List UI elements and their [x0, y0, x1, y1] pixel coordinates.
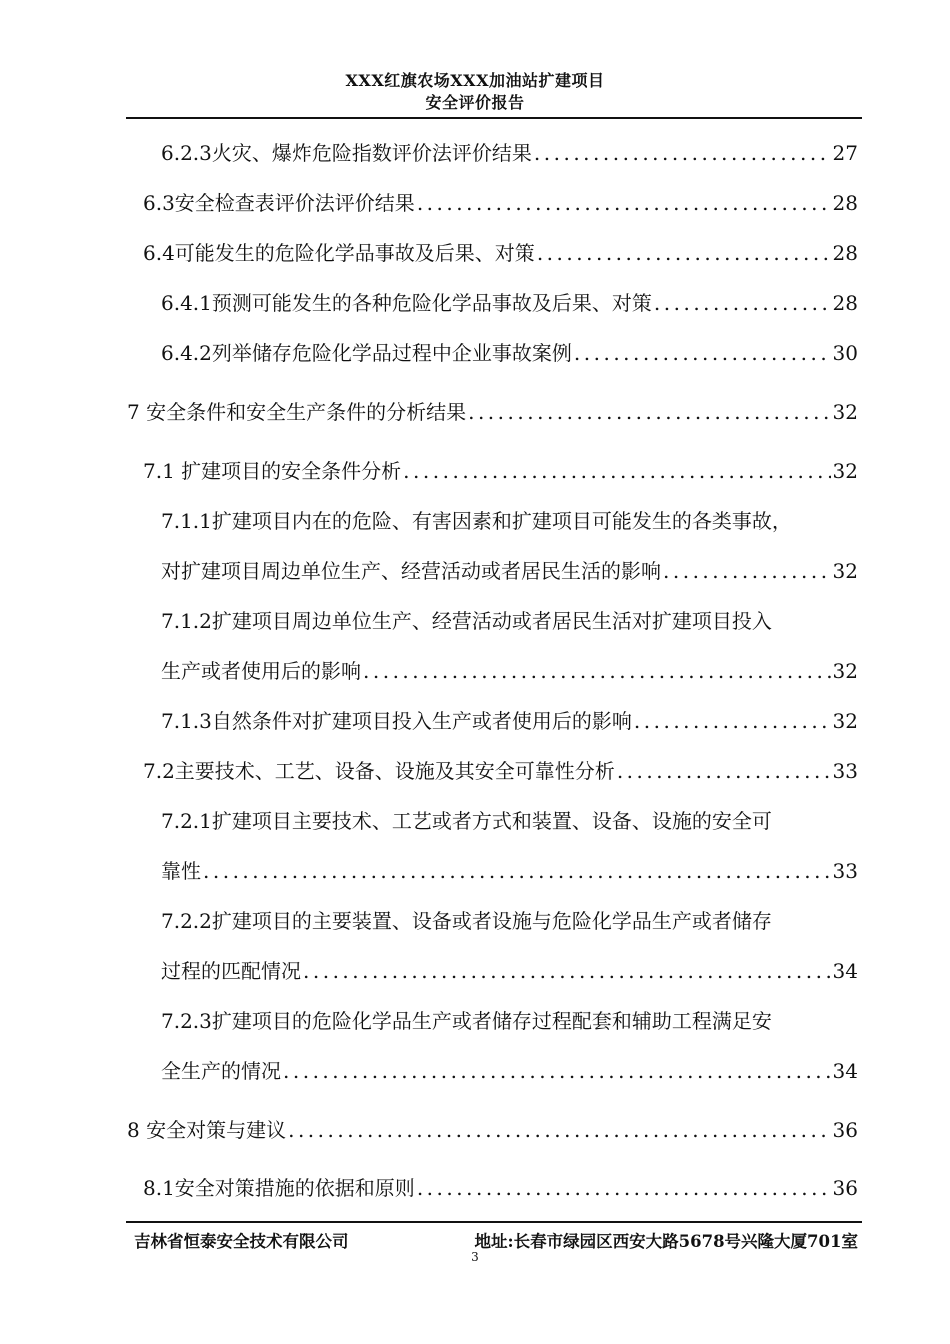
- footer-address: 地址:长春市绿园区西安大路5678号兴隆大厦701室: [474, 1232, 858, 1251]
- page-header: [0, 70, 950, 114]
- toc-entry[interactable]: 6.4.2列举储存危险化学品过程中企业事故案例 ..... 30: [161, 337, 858, 366]
- page-footer: [134, 1228, 858, 1252]
- toc-entry[interactable]: 8.1安全对策措施的依据和原则 ..... 36: [143, 1172, 858, 1201]
- header-divider: [126, 117, 862, 119]
- footer-company: 吉林省恒泰安全技术有限公司: [134, 1232, 349, 1251]
- toc-entry[interactable]: 全生产的情况 ..... 34: [161, 1055, 858, 1084]
- toc-entry[interactable]: 对扩建项目周边单位生产、经营活动或者居民生活的影响 ..... 32: [161, 555, 858, 584]
- toc-entry-line1[interactable]: 7.1.2扩建项目周边单位生产、经营活动或者居民生活对扩建项目投入: [161, 609, 772, 633]
- toc-entry[interactable]: 过程的匹配情况 ..... 34: [161, 955, 858, 984]
- toc-entry[interactable]: 7 安全条件和安全生产条件的分析结果 ..... 32: [127, 396, 858, 425]
- toc-entry[interactable]: 7.1.3自然条件对扩建项目投入生产或者使用后的影响 ..... 32: [161, 705, 858, 734]
- toc-entry-line1[interactable]: 7.2.2扩建项目的主要装置、设备或者设施与危险化学品生产或者储存: [161, 909, 772, 933]
- toc-entry[interactable]: 6.3安全检查表评价法评价结果 ..... 28: [143, 187, 858, 216]
- footer-divider: [126, 1221, 862, 1223]
- toc-entry[interactable]: 靠性 ..... 33: [161, 855, 858, 884]
- toc-entry[interactable]: 6.4.1预测可能发生的各种危险化学品事故及后果、对策 ..... 28: [161, 287, 858, 316]
- toc-entry[interactable]: 6.4可能发生的危险化学品事故及后果、对策 ..... 28: [143, 237, 858, 266]
- toc-entry[interactable]: 生产或者使用后的影响 ..... 32: [161, 655, 858, 684]
- toc-entry[interactable]: 6.2.3火灾、爆炸危险指数评价法评价结果 ..... 27: [161, 137, 858, 166]
- header-title: XXX红旗农场XXX加油站扩建项目: [345, 71, 605, 90]
- toc-entry[interactable]: 8 安全对策与建议 ..... 36: [127, 1114, 858, 1143]
- toc-entry-line1[interactable]: 7.1.1扩建项目内在的危险、有害因素和扩建项目可能发生的各类事故，: [161, 509, 792, 533]
- toc-entry[interactable]: 7.2主要技术、工艺、设备、设施及其安全可靠性分析 ..... 33: [143, 755, 858, 784]
- toc-entry[interactable]: 7.1 扩建项目的安全条件分析 ..... 32: [143, 455, 858, 484]
- toc-entry-line1[interactable]: 7.2.3扩建项目的危险化学品生产或者储存过程配套和辅助工程满足安: [161, 1009, 772, 1033]
- header-subtitle: 安全评价报告: [425, 93, 525, 112]
- page-number: 3: [471, 1250, 479, 1264]
- toc-entry-line1[interactable]: 7.2.1扩建项目主要技术、工艺或者方式和装置、设备、设施的安全可: [161, 809, 772, 833]
